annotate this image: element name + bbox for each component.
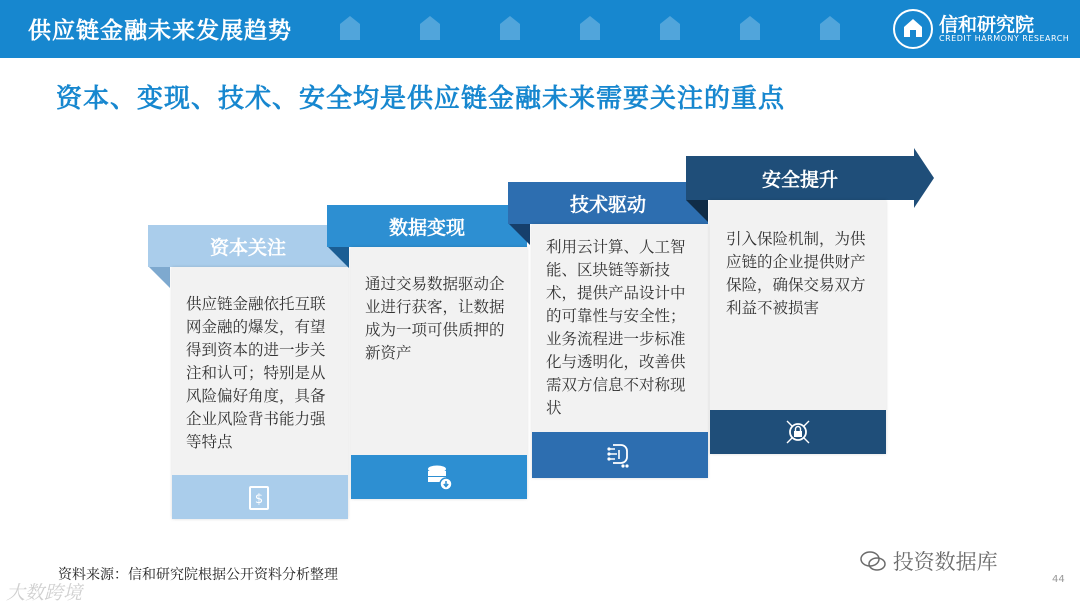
brain-circuit-icon	[605, 441, 633, 469]
step4-card	[710, 200, 886, 454]
step3-label: 技术驱动	[569, 193, 646, 216]
step2-text: 通过交易数据驱动企业进行获客，让数据成为一项可供质押的新资产	[365, 275, 505, 362]
step4-label: 安全提升	[761, 168, 838, 191]
step1-label: 资本关注	[209, 236, 286, 259]
header-bar	[0, 0, 1080, 58]
dollar-document-icon	[248, 486, 270, 510]
wechat-icon	[860, 550, 886, 572]
brand-name: 信和研究院	[939, 14, 1035, 36]
step1-fold	[148, 266, 170, 288]
brand-subtitle: CREDIT HARMONY RESEARCH	[939, 34, 1070, 43]
step4-footer	[710, 410, 886, 454]
step2-footer	[351, 455, 527, 499]
watermark	[860, 546, 998, 576]
step1-card	[172, 267, 348, 519]
step1-text: 供应链金融依托互联网金融的爆发，有望得到资本的进一步关注和认可；特别是从风险偏好角度，具备企业风险背书能力强等特点	[186, 295, 326, 451]
step3-tab	[508, 182, 708, 224]
security-lock-icon	[783, 417, 813, 447]
step2-label: 数据变现	[388, 216, 465, 239]
step3-text: 利用云计算、人工智能、区块链等新技术，提供产品设计中的可靠性与安全性；业务流程进一步标准化与透明化，改善供需双方信息不对称现状	[546, 238, 686, 417]
step1-footer	[172, 475, 348, 519]
svg-text:$: $	[254, 492, 264, 507]
corner-watermark: 大数跨境	[6, 582, 83, 604]
step3-footer	[532, 432, 708, 478]
step4-tab	[686, 156, 914, 200]
step1-tab	[148, 225, 348, 267]
step2-fold	[327, 246, 349, 268]
source-note: 资料来源：信和研究院根据公开资料分析整理	[58, 567, 338, 583]
step4-fold	[686, 200, 708, 222]
step3-fold	[508, 223, 530, 245]
slide-subtitle: 资本、变现、技术、安全均是供应链金融未来需要关注的重点	[56, 84, 786, 114]
step4-text: 引入保险机制，为供应链的企业提供财产保险，确保交易双方利益不被损害	[726, 230, 866, 317]
brand-seal-icon	[893, 8, 933, 50]
watermark-text: 投资数据库	[892, 550, 998, 574]
step2-card	[351, 247, 527, 499]
header-house-pattern	[330, 0, 890, 58]
brand-logo	[893, 8, 1073, 52]
step2-tab	[327, 205, 527, 247]
database-icon	[425, 463, 453, 491]
page-title: 供应链金融未来发展趋势	[28, 18, 292, 44]
step3-card	[532, 224, 708, 478]
page-number: 44	[1052, 574, 1065, 585]
